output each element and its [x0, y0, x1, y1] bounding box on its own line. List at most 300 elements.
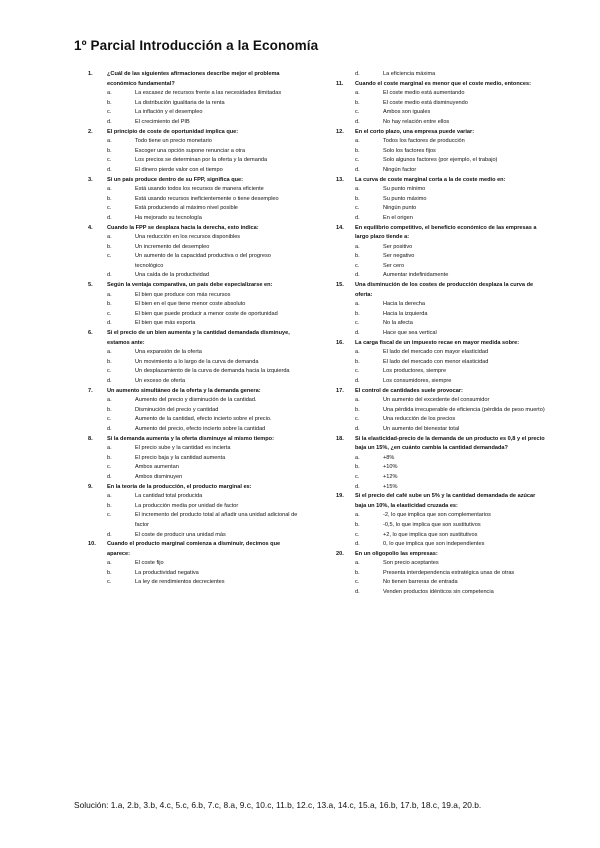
answer-option [107, 502, 300, 512]
option-text: Ningún factor [383, 166, 417, 173]
option-letter: c. [355, 262, 360, 269]
option-text: Todos los factores de producción [383, 138, 465, 145]
question-text: La curva de coste marginal corta a la de coste medio en: [355, 176, 506, 183]
option-text: El coste de producir una unidad más [135, 531, 226, 538]
option-text: Los precios se determinan por la oferta y la demanda [135, 157, 268, 164]
solution-key: Solución: 1.a, 2.b, 3.b, 4.c, 5.c, 6.b, 7.c, 8.a, 9.c, 10.c, 11.b, 12.c, 13.a, 14.c, 15.a, 16.b, 17.b, 18.c, 19.a, 20.b. [74, 800, 482, 810]
question-number: 14. [336, 224, 344, 231]
question [336, 550, 548, 598]
option-letter: c. [107, 416, 112, 423]
question-number: 12. [336, 128, 344, 135]
option-text: Escoger una opción supone renunciar a otra [135, 147, 246, 154]
answer-option [355, 262, 548, 272]
answer-option [355, 195, 548, 205]
option-text: El coste medio está disminuyendo [383, 99, 468, 106]
question [336, 339, 548, 387]
answer-option [107, 185, 300, 195]
question-text: En la teoría de la producción, el producto marginal es: [107, 483, 252, 490]
answer-option [355, 99, 548, 109]
option-text: Disminución del precio y cantidad [135, 406, 219, 413]
option-letter: a. [355, 512, 360, 519]
option-letter: a. [107, 186, 112, 193]
option-letter: a. [355, 243, 360, 250]
question-text: Según la ventaja comparativa, un país debe especializarse en: [107, 282, 273, 289]
option-letter: a. [107, 90, 112, 97]
option-text: Un aumento de la capacidad productiva o del progreso tecnológico [135, 253, 271, 269]
option-text: Ha mejorado su tecnología [135, 214, 202, 221]
answer-option [355, 348, 548, 358]
question-text: Si la elasticidad-precio de la demanda de un producto es 0,8 y el precio baja un 15%, ¿en cuánto cambia la cantidad demandada? [355, 435, 545, 452]
question-text: En un oligopolio las empresas: [355, 550, 438, 557]
question-text: Una disminución de los costes de producción desplaza la curva de oferta: [355, 282, 534, 298]
answer-option [107, 463, 300, 473]
document-title: 1º Parcial Introducción a la Economía [74, 38, 319, 53]
option-letter: d. [107, 531, 112, 538]
answer-option [355, 559, 548, 569]
answer-option [107, 118, 300, 128]
option-letter: a. [355, 90, 360, 97]
question-text: Cuando el coste marginal es menor que el coste medio, entonces: [355, 80, 531, 87]
option-text: No tienen barreras de entrada [383, 579, 458, 586]
question-number: 10. [88, 541, 96, 548]
option-letter: b. [107, 569, 112, 576]
option-text: +8% [383, 454, 395, 461]
answer-option [355, 588, 548, 598]
answer-option [107, 195, 300, 205]
option-text: La ley de rendimientos decrecientes [135, 579, 225, 586]
question-text: Si el precio del café sube un 5% y la cantidad demandada de azúcar baja un 10%, la elasticidad cruzada es: [355, 493, 536, 509]
option-text: Un aumento del bienestar total [383, 425, 460, 432]
option-text: Ambos disminuyen [135, 473, 183, 480]
option-letter: c. [355, 416, 360, 423]
option-letter: c. [355, 473, 360, 480]
answer-option [355, 329, 548, 339]
answer-option [355, 300, 548, 310]
question-text: El principio de coste de oportunidad implica que: [107, 128, 239, 135]
option-text: Está produciendo al máximo nivel posible [135, 205, 238, 212]
option-text: -0,5, lo que implica que son sustitutivos [383, 521, 481, 528]
option-letter: d. [355, 483, 360, 490]
answer-option [107, 108, 300, 118]
option-text: Ser cero [383, 262, 405, 269]
answer-option [355, 358, 548, 368]
option-text: Solo algunos factores (por ejemplo, el trabajo) [383, 157, 498, 164]
option-letter: c. [355, 157, 360, 164]
option-letter: b. [107, 502, 112, 509]
option-letter: c. [355, 205, 360, 212]
answer-option [107, 319, 300, 329]
answer-option [107, 166, 300, 176]
option-text: Está usando todos los recursos de manera eficiente [135, 186, 264, 193]
answer-option [107, 204, 300, 214]
question [88, 435, 300, 483]
option-letter: b. [107, 454, 112, 461]
question [336, 80, 548, 128]
question-text: En el corto plazo, una empresa puede variar: [355, 128, 475, 135]
question-text: En equilibrio competitivo, el beneficio económico de las empresas a largo plazo tiende a: [355, 224, 537, 241]
answer-option [107, 511, 300, 530]
answer-option [107, 243, 300, 253]
option-letter: b. [355, 464, 360, 471]
option-text: Hace que sea vertical [383, 330, 437, 337]
option-letter: a. [107, 560, 112, 567]
question-number: 8. [88, 435, 93, 442]
option-text: Son precio aceptantes [383, 560, 439, 567]
answer-option [107, 99, 300, 109]
question [88, 281, 300, 329]
answer-option [355, 137, 548, 147]
answer-option [107, 214, 300, 224]
answer-option [355, 243, 548, 253]
option-text: Su punto máximo [383, 195, 427, 202]
option-letter: d. [355, 272, 360, 279]
option-text: El bien que más exporta [135, 320, 196, 327]
option-letter: d. [107, 214, 112, 221]
answer-option [355, 454, 548, 464]
option-letter: a. [107, 138, 112, 145]
question [88, 483, 300, 541]
answer-option [107, 473, 300, 483]
option-letter: a. [107, 291, 112, 298]
answer-option [355, 521, 548, 531]
option-text: La producción media por unidad de factor [135, 502, 239, 509]
option-text: El coste medio está aumentando [383, 90, 465, 97]
option-letter: a. [355, 560, 360, 567]
answer-option [355, 89, 548, 99]
answer-option [355, 204, 548, 214]
option-text: No hay relación entre ellos [383, 118, 450, 125]
option-text: Un aumento del excedente del consumidor [383, 397, 490, 404]
answer-option [107, 348, 300, 358]
option-text: +2, lo que implica que son sustitutivos [383, 531, 478, 538]
option-text: Aumentar indefinidamente [383, 272, 449, 279]
option-text: El coste fijo [135, 560, 164, 567]
option-letter: d. [107, 118, 112, 125]
option-letter: c. [355, 368, 360, 375]
answer-option [355, 214, 548, 224]
option-text: Venden productos idénticos sin competencia [383, 589, 494, 596]
answer-option [355, 367, 548, 377]
option-text: Una reducción en los recursos disponibles [135, 234, 241, 241]
answer-option [107, 492, 300, 502]
option-text: Un exceso de oferta [135, 378, 186, 384]
option-letter: b. [107, 243, 112, 250]
answer-option [107, 396, 300, 406]
option-letter: a. [107, 397, 112, 404]
option-text: +12% [383, 473, 398, 480]
option-text: Una caída de la productividad [135, 272, 210, 279]
option-letter: c. [355, 531, 360, 538]
question [88, 224, 300, 282]
answer-option [107, 415, 300, 425]
answer-option [355, 319, 548, 329]
question-number: 16. [336, 339, 344, 346]
answer-option [107, 377, 300, 387]
question-text: Si el precio de un bien aumenta y la cantidad demandada disminuye, estamos ante: [107, 330, 290, 346]
question-number: 4. [88, 224, 93, 231]
answer-option [355, 511, 548, 521]
option-letter: b. [107, 99, 112, 106]
option-text: Ser negativo [383, 253, 415, 260]
answer-option [107, 425, 300, 435]
answer-option [355, 415, 548, 425]
answer-option [107, 444, 300, 454]
question [88, 387, 300, 435]
option-text: Hacia la derecha [383, 301, 425, 308]
option-text: Aumento del precio y disminución de la cantidad. [135, 397, 257, 404]
answer-option [355, 147, 548, 157]
answer-option [355, 578, 548, 588]
right-column [336, 70, 548, 598]
answer-option [107, 156, 300, 166]
option-text: Ser positivo [383, 243, 413, 250]
question-text: Un aumento simultáneo de la oferta y la demanda genera: [107, 387, 261, 394]
option-letter: d. [107, 320, 112, 327]
option-letter: d. [355, 214, 360, 221]
answer-option [107, 454, 300, 464]
answer-option [355, 463, 548, 473]
option-text: Presenta interdependencia estratégica unas de otras [383, 569, 515, 576]
option-letter: c. [107, 157, 112, 164]
option-letter: a. [355, 301, 360, 308]
question-number: 17. [336, 387, 344, 394]
answer-option [107, 252, 300, 271]
option-letter: a. [355, 349, 360, 356]
option-text: Un incremento del desempleo [135, 243, 210, 250]
option-letter: c. [107, 368, 112, 375]
option-letter: a. [355, 454, 360, 461]
option-text: Aumento del precio, efecto incierto sobre la cantidad [135, 425, 266, 432]
option-text: La eficiencia máxima [383, 71, 436, 77]
option-letter: d. [107, 473, 112, 480]
question-text: Cuando la FPP se desplaza hacia la derecha, esto indica: [107, 224, 259, 231]
option-text: El lado del mercado con menor elasticidad [383, 358, 489, 365]
answer-option [355, 531, 548, 541]
option-text: El bien que puede producir a menor coste de oportunidad [135, 310, 278, 317]
option-letter: a. [355, 397, 360, 404]
option-text: El crecimiento del PIB [135, 118, 190, 125]
answer-option [355, 185, 548, 195]
option-letter: b. [107, 406, 112, 413]
option-text: No la afecta [383, 320, 413, 327]
option-letter: c. [107, 310, 112, 317]
option-letter: a. [107, 349, 112, 356]
answer-option [107, 531, 300, 541]
option-text: El precio sube y la cantidad es incierta [135, 445, 231, 452]
option-letter: b. [355, 253, 360, 260]
answer-option [107, 137, 300, 147]
answer-option [355, 473, 548, 483]
option-letter: d. [355, 378, 360, 384]
option-letter: c. [107, 579, 112, 586]
option-text: El lado del mercado con mayor elasticidad [383, 349, 489, 356]
option-text: La inflación y el desempleo [135, 109, 203, 116]
option-letter: b. [355, 147, 360, 154]
option-text: -2, lo que implica que son complementarios [383, 512, 491, 519]
answer-option [355, 118, 548, 128]
option-letter: a. [355, 186, 360, 193]
answer-option [107, 310, 300, 320]
option-text: Los consumidores, siempre [383, 378, 452, 384]
option-letter: d. [355, 71, 360, 77]
answer-option [107, 147, 300, 157]
answer-option [355, 310, 548, 320]
option-text: La distribución igualitaria de la renta [135, 99, 225, 106]
question-number: 13. [336, 176, 344, 183]
option-text: Un movimiento a lo largo de la curva de demanda [135, 358, 259, 365]
question [336, 128, 548, 176]
answer-option [107, 578, 300, 588]
question-number: 20. [336, 550, 344, 557]
question-number: 15. [336, 282, 344, 289]
answer-option [355, 156, 548, 166]
question-number: 3. [88, 176, 93, 183]
option-text: Su punto mínimo [383, 186, 426, 193]
answer-option [355, 252, 548, 262]
option-text: 0, lo que implica que son independientes [383, 541, 485, 548]
answer-option [355, 483, 548, 493]
answer-option [107, 406, 300, 416]
question-number: 5. [88, 282, 93, 289]
option-text: Ambos aumentan [135, 464, 179, 471]
answer-option [355, 396, 548, 406]
option-letter: c. [355, 579, 360, 586]
option-letter: d. [355, 118, 360, 125]
question [88, 128, 300, 176]
option-letter: d. [107, 272, 112, 279]
option-letter: d. [355, 330, 360, 337]
option-letter: a. [107, 445, 112, 452]
option-letter: c. [107, 512, 112, 519]
option-letter: d. [355, 425, 360, 432]
answer-option [355, 70, 548, 80]
option-text: Ambos son iguales [383, 109, 431, 116]
answer-option [355, 166, 548, 176]
answer-option [107, 569, 300, 579]
option-letter: d. [107, 166, 112, 173]
option-text: Hacia la izquierda [383, 310, 428, 317]
answer-option [355, 540, 548, 550]
option-letter: c. [355, 109, 360, 116]
option-letter: b. [107, 301, 112, 308]
answer-option [355, 271, 548, 281]
option-text: La cantidad total producida [135, 493, 203, 500]
question-number: 1. [88, 71, 93, 77]
option-letter: c. [107, 253, 112, 260]
answer-option [355, 377, 548, 387]
answer-option [107, 89, 300, 99]
option-letter: c. [107, 109, 112, 116]
option-text: El precio baja y la cantidad aumenta [135, 454, 226, 461]
question [336, 387, 548, 435]
answer-option [107, 271, 300, 281]
left-column [88, 70, 300, 588]
option-text: Solo los factores fijos [383, 147, 436, 154]
option-letter: d. [107, 425, 112, 432]
option-text: Una pérdida irrecuperable de eficiencia (pérdida de peso muerto) [383, 406, 545, 413]
question [336, 435, 548, 493]
question-text: La carga fiscal de un impuesto recae en mayor medida sobre: [355, 339, 520, 346]
question [88, 70, 300, 128]
option-letter: b. [355, 406, 360, 413]
option-letter: b. [355, 521, 360, 528]
option-letter: b. [107, 358, 112, 365]
question-number: 19. [336, 493, 344, 500]
option-text: El incremento del producto total al añadir una unidad adicional de factor [135, 512, 298, 528]
question-number: 2. [88, 128, 93, 135]
question-text: Si un país produce dentro de su FPP, significa que: [107, 176, 244, 183]
answer-option [355, 108, 548, 118]
option-text: En el origen [383, 214, 413, 221]
option-letter: b. [355, 310, 360, 317]
option-letter: c. [107, 205, 112, 212]
option-text: El dinero pierde valor con el tiempo [135, 166, 223, 173]
question [336, 224, 548, 282]
option-text: El bien en el que tiene menor coste absoluto [135, 301, 246, 308]
option-text: Una expansión de la oferta [135, 349, 202, 356]
answer-option [355, 569, 548, 579]
option-letter: d. [355, 589, 360, 596]
option-letter: b. [355, 569, 360, 576]
question [336, 176, 548, 224]
question [88, 329, 300, 387]
answer-option [355, 406, 548, 416]
option-text: La escasez de recursos frente a las necesidades ilimitadas [135, 90, 282, 97]
question [336, 492, 548, 550]
option-letter: b. [355, 358, 360, 365]
question-number: 7. [88, 387, 93, 394]
option-letter: c. [355, 320, 360, 327]
question [88, 176, 300, 224]
question-text: Si la demanda aumenta y la oferta disminuye al mismo tiempo: [107, 435, 274, 442]
option-text: Está usando recursos ineficientemente o tiene desempleo [135, 195, 279, 202]
option-letter: b. [107, 147, 112, 154]
question-number: 11. [336, 80, 344, 87]
answer-option [107, 291, 300, 301]
option-letter: d. [355, 541, 360, 548]
answer-option [107, 559, 300, 569]
question [88, 540, 300, 588]
question [336, 281, 548, 339]
option-text: Los productores, siempre [383, 368, 447, 375]
answer-option [107, 358, 300, 368]
option-text: +10% [383, 464, 398, 471]
option-letter: c. [107, 464, 112, 471]
answer-option [355, 425, 548, 435]
option-text: La productividad negativa [135, 569, 199, 576]
option-text: Un desplazamiento de la curva de demanda hacia la izquierda [135, 368, 290, 375]
question-number: 6. [88, 330, 93, 337]
option-letter: d. [355, 166, 360, 173]
answer-option [107, 367, 300, 377]
question-text: El control de cantidades suele provocar: [355, 387, 463, 394]
option-letter: a. [107, 234, 112, 241]
question-text: ¿Cuál de las siguientes afirmaciones describe mejor el problema económico fundamental? [107, 71, 280, 87]
question-text: Cuando el producto marginal comienza a disminuir, decimos que aparece: [107, 541, 281, 557]
option-text: Todo tiene un precio monetario [135, 138, 212, 145]
option-text: Ningún punto [383, 205, 417, 212]
option-letter: a. [355, 138, 360, 145]
option-text: +15% [383, 483, 398, 490]
answer-option [107, 233, 300, 243]
option-letter: b. [107, 195, 112, 202]
option-letter: b. [355, 195, 360, 202]
answer-option [107, 300, 300, 310]
option-letter: a. [107, 493, 112, 500]
option-text: El bien que produce con más recursos [135, 291, 231, 298]
question-number: 9. [88, 483, 93, 490]
question [336, 70, 548, 80]
